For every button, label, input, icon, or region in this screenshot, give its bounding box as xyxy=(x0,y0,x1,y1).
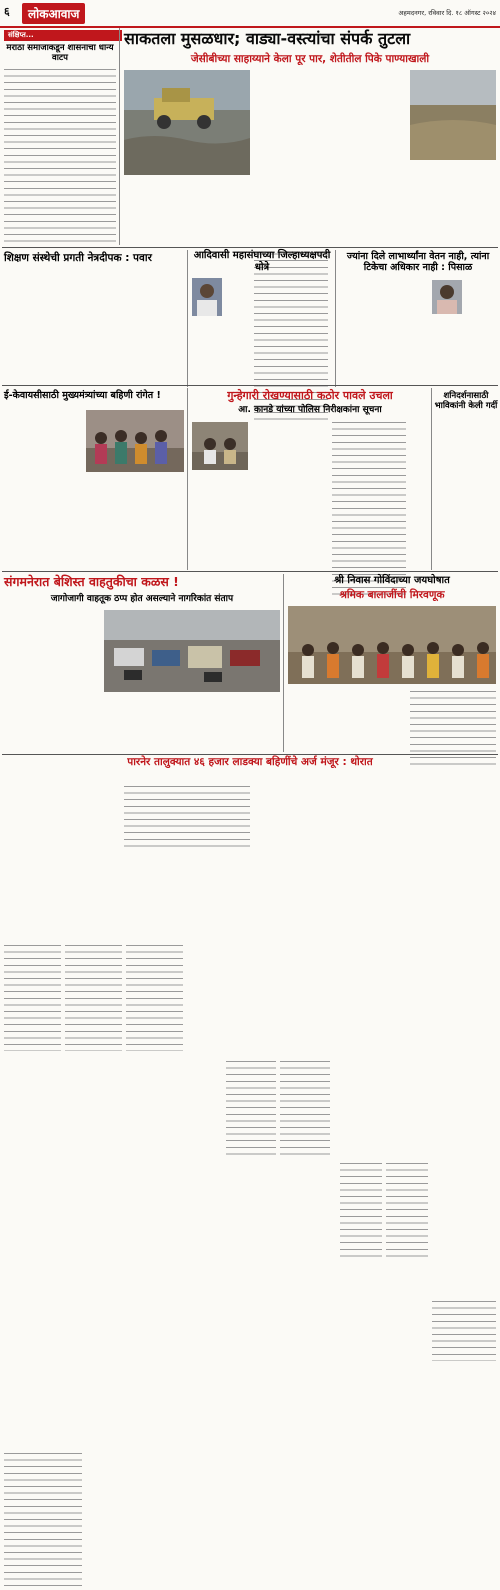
column-rule xyxy=(119,28,120,245)
section-rule xyxy=(2,571,498,572)
section-rule xyxy=(2,754,498,755)
prize-headline: ज्यांना दिले लाभार्थ्यांना वेतन नाही, त्यांना टिकेचा अधिकार नाही : पिसाळ xyxy=(346,251,490,273)
crime-subheadline: आ. कानडे यांच्या पोलिस निरीक्षकांना सूचना xyxy=(238,405,382,415)
section-rule xyxy=(2,247,498,248)
flood-photo-graphic xyxy=(124,70,250,175)
tribal-portrait xyxy=(192,278,222,316)
prize-body xyxy=(340,1161,428,1261)
prize-portrait xyxy=(432,280,462,314)
lead-headline: साकतला मुसळधार; वाड्या-वस्त्यांचा संपर्क तुटला xyxy=(124,29,411,48)
column-rule xyxy=(187,388,188,570)
education-headline: शिक्षण संस्थेची प्रगती नेत्रदीपक : पवार xyxy=(4,252,152,264)
page-number: ६ xyxy=(4,5,10,18)
traffic-subheadline: जागोजागी वाहतूक ठप्प होत असल्याने नागरिकांत संताप xyxy=(50,594,234,604)
brief-headline: मराठा समाजाकडून शासनाचा धान्य वाटप xyxy=(6,43,114,63)
column-rule xyxy=(431,388,432,570)
ekyc-photo xyxy=(86,410,184,472)
portrait-graphic xyxy=(432,280,462,314)
portrait-graphic xyxy=(192,278,222,316)
lead-body-col2 xyxy=(332,420,406,595)
column-rule xyxy=(283,574,284,752)
education-body xyxy=(4,943,184,1051)
meeting-photo-graphic xyxy=(192,422,248,470)
tribal-body xyxy=(226,1059,332,1159)
crime-photo xyxy=(192,422,248,470)
tribal-headline: आदिवासी महासंघाच्या जिल्हाध्यक्षपदी धोत्रे xyxy=(193,250,331,273)
crime-headline: गुन्हेगारी रोखण्यासाठी कठोर पावले उचला xyxy=(227,389,393,402)
lead-body-col0 xyxy=(124,784,250,851)
dateline: अहमदनगर, रविवार दि. १८ ऑगस्ट २०२४ xyxy=(398,9,496,17)
queue-photo-graphic xyxy=(86,410,184,472)
column-rule xyxy=(187,250,188,387)
brand-logo: लोकआवाज xyxy=(22,3,85,24)
traffic-headline: संगमनेरात बेशिस्त वाहतुकीचा कळस ! xyxy=(4,574,179,589)
ladki-headline: पारनेर तालुक्यात ४६ हजार लाडक्या बहिणींचे अर्ज मंजूर : थोरात xyxy=(127,756,373,768)
ekyc-body xyxy=(4,1451,82,1590)
lead-subheadline: जेसीबीच्या साहाय्याने केला पूर पार, शेतीतील पिके पाण्याखाली xyxy=(190,53,430,65)
lead-photo-road xyxy=(410,70,496,160)
traffic-jam-graphic xyxy=(104,610,280,692)
prize-body-2 xyxy=(432,1299,496,1361)
section-rule xyxy=(2,385,498,386)
lead-photo-flood xyxy=(124,70,250,175)
shani-headline: शनिदर्शनासाठी भाविकांनी केली गर्दी xyxy=(434,391,498,411)
ekyc-headline: ई-केवायसीसाठी मुख्यमंत्र्यांच्या बहिणी रांगेत ! xyxy=(4,390,161,401)
temple-headline: श्री निवास गोविंदाच्या जयघोषात xyxy=(334,575,450,586)
temple-photo xyxy=(288,606,496,684)
traffic-photo xyxy=(104,610,280,692)
brief-body xyxy=(4,67,116,242)
road-flood-graphic xyxy=(410,70,496,160)
procession-graphic xyxy=(288,606,496,684)
section-label: संक्षिप्त... xyxy=(4,30,122,41)
temple-subheadline: श्रमिक बालाजींची मिरवणूक xyxy=(339,589,445,601)
column-rule xyxy=(335,250,336,387)
